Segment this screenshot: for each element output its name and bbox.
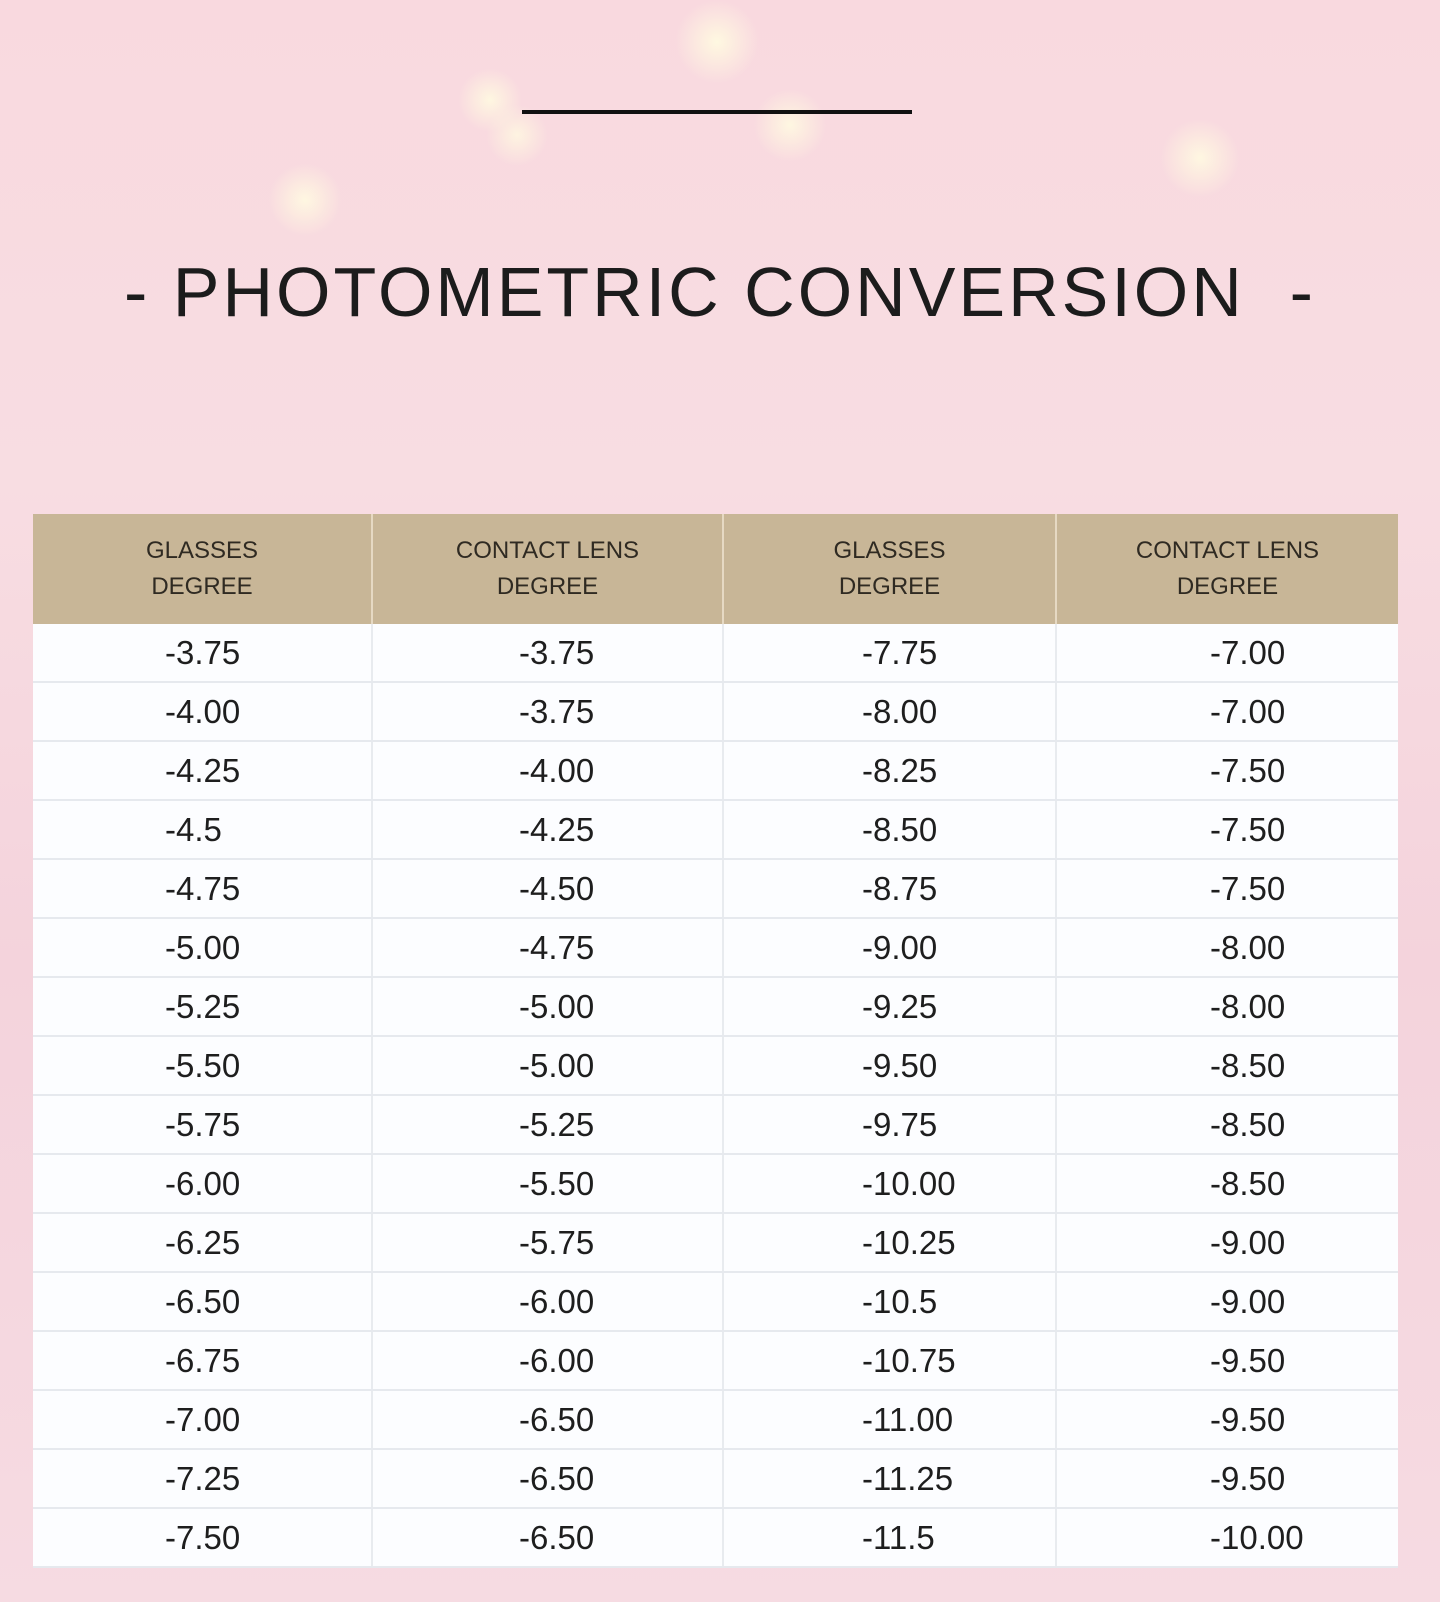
table-row <box>33 800 1398 859</box>
table-row <box>33 624 1398 682</box>
table-row <box>33 1390 1398 1449</box>
contact-lens-degree-cell: -4.75 <box>372 918 723 977</box>
glasses-degree-cell: -6.75 <box>33 1331 372 1390</box>
glasses-degree-cell-2: -11.00 <box>723 1390 1056 1449</box>
glasses-degree-cell: -4.5 <box>33 800 372 859</box>
contact-lens-degree-cell: -5.50 <box>372 1154 723 1213</box>
contact-lens-degree-cell-2: -8.50 <box>1056 1095 1398 1154</box>
glasses-degree-cell-2: -9.00 <box>723 918 1056 977</box>
table-body <box>33 624 1398 1567</box>
table-row <box>33 1331 1398 1390</box>
glasses-degree-cell-2: -9.25 <box>723 977 1056 1036</box>
glasses-degree-cell: -6.00 <box>33 1154 372 1213</box>
glasses-degree-cell: -7.50 <box>33 1508 372 1567</box>
contact-lens-degree-cell: -5.00 <box>372 977 723 1036</box>
table-row <box>33 859 1398 918</box>
glasses-degree-cell-2: -10.00 <box>723 1154 1056 1213</box>
contact-lens-degree-cell: -5.00 <box>372 1036 723 1095</box>
glasses-degree-cell: -5.75 <box>33 1095 372 1154</box>
contact-lens-degree-cell: -5.25 <box>372 1095 723 1154</box>
glasses-degree-cell: -4.25 <box>33 741 372 800</box>
header-glasses-degree-2: GLASSES DEGREE <box>723 514 1056 624</box>
contact-lens-degree-cell-2: -8.50 <box>1056 1154 1398 1213</box>
glasses-degree-cell: -5.00 <box>33 918 372 977</box>
contact-lens-degree-cell: -6.50 <box>372 1508 723 1567</box>
contact-lens-degree-cell: -4.50 <box>372 859 723 918</box>
contact-lens-degree-cell-2: -7.50 <box>1056 859 1398 918</box>
glasses-degree-cell-2: -8.25 <box>723 741 1056 800</box>
header-contact-lens-degree-2: CONTACT LENS DEGREE <box>1056 514 1398 624</box>
contact-lens-degree-cell-2: -8.00 <box>1056 977 1398 1036</box>
glasses-degree-cell-2: -8.50 <box>723 800 1056 859</box>
glasses-degree-cell: -3.75 <box>33 624 372 682</box>
contact-lens-degree-cell: -4.25 <box>372 800 723 859</box>
header-contact-lens-degree: CONTACT LENS DEGREE <box>372 514 723 624</box>
contact-lens-degree-cell-2: -7.00 <box>1056 682 1398 741</box>
header-glasses-degree: GLASSES DEGREE <box>33 514 372 624</box>
contact-lens-degree-cell: -5.75 <box>372 1213 723 1272</box>
glasses-degree-cell-2: -9.75 <box>723 1095 1056 1154</box>
contact-lens-degree-cell-2: -9.50 <box>1056 1449 1398 1508</box>
contact-lens-degree-cell-2: -8.00 <box>1056 918 1398 977</box>
contact-lens-degree-cell: -6.00 <box>372 1331 723 1390</box>
table-row <box>33 1508 1398 1567</box>
contact-lens-degree-cell-2: -7.00 <box>1056 624 1398 682</box>
contact-lens-degree-cell: -6.00 <box>372 1272 723 1331</box>
table-row <box>33 1272 1398 1331</box>
contact-lens-degree-cell-2: -10.00 <box>1056 1508 1398 1567</box>
glasses-degree-cell: -4.75 <box>33 859 372 918</box>
glasses-degree-cell-2: -10.75 <box>723 1331 1056 1390</box>
page-title: - PHOTOMETRIC CONVERSION - <box>124 253 1316 331</box>
table-header-row <box>33 514 1398 624</box>
glasses-degree-cell: -6.50 <box>33 1272 372 1331</box>
contact-lens-degree-cell: -4.00 <box>372 741 723 800</box>
decorative-divider-line <box>522 110 912 114</box>
glasses-degree-cell-2: -11.25 <box>723 1449 1056 1508</box>
contact-lens-degree-cell-2: -7.50 <box>1056 741 1398 800</box>
glasses-degree-cell-2: -10.25 <box>723 1213 1056 1272</box>
contact-lens-degree-cell: -6.50 <box>372 1390 723 1449</box>
contact-lens-degree-cell-2: -9.50 <box>1056 1331 1398 1390</box>
table-row <box>33 977 1398 1036</box>
glasses-degree-cell: -4.00 <box>33 682 372 741</box>
table-row <box>33 1036 1398 1095</box>
glasses-degree-cell-2: -8.00 <box>723 682 1056 741</box>
contact-lens-degree-cell: -3.75 <box>372 682 723 741</box>
conversion-table <box>33 514 1398 1568</box>
table-row <box>33 1095 1398 1154</box>
glasses-degree-cell-2: -7.75 <box>723 624 1056 682</box>
table-row <box>33 682 1398 741</box>
table-row <box>33 1449 1398 1508</box>
glasses-degree-cell-2: -9.50 <box>723 1036 1056 1095</box>
glasses-degree-cell: -5.25 <box>33 977 372 1036</box>
table-row <box>33 1154 1398 1213</box>
table-row <box>33 918 1398 977</box>
table-row <box>33 1213 1398 1272</box>
contact-lens-degree-cell: -3.75 <box>372 624 723 682</box>
contact-lens-degree-cell-2: -8.50 <box>1056 1036 1398 1095</box>
contact-lens-degree-cell: -6.50 <box>372 1449 723 1508</box>
glasses-degree-cell-2: -10.5 <box>723 1272 1056 1331</box>
glasses-degree-cell: -7.00 <box>33 1390 372 1449</box>
contact-lens-degree-cell-2: -9.00 <box>1056 1272 1398 1331</box>
glasses-degree-cell: -7.25 <box>33 1449 372 1508</box>
glasses-degree-cell-2: -8.75 <box>723 859 1056 918</box>
glasses-degree-cell-2: -11.5 <box>723 1508 1056 1567</box>
contact-lens-degree-cell-2: -9.00 <box>1056 1213 1398 1272</box>
table-row <box>33 741 1398 800</box>
glasses-degree-cell: -5.50 <box>33 1036 372 1095</box>
glasses-degree-cell: -6.25 <box>33 1213 372 1272</box>
contact-lens-degree-cell-2: -9.50 <box>1056 1390 1398 1449</box>
contact-lens-degree-cell-2: -7.50 <box>1056 800 1398 859</box>
